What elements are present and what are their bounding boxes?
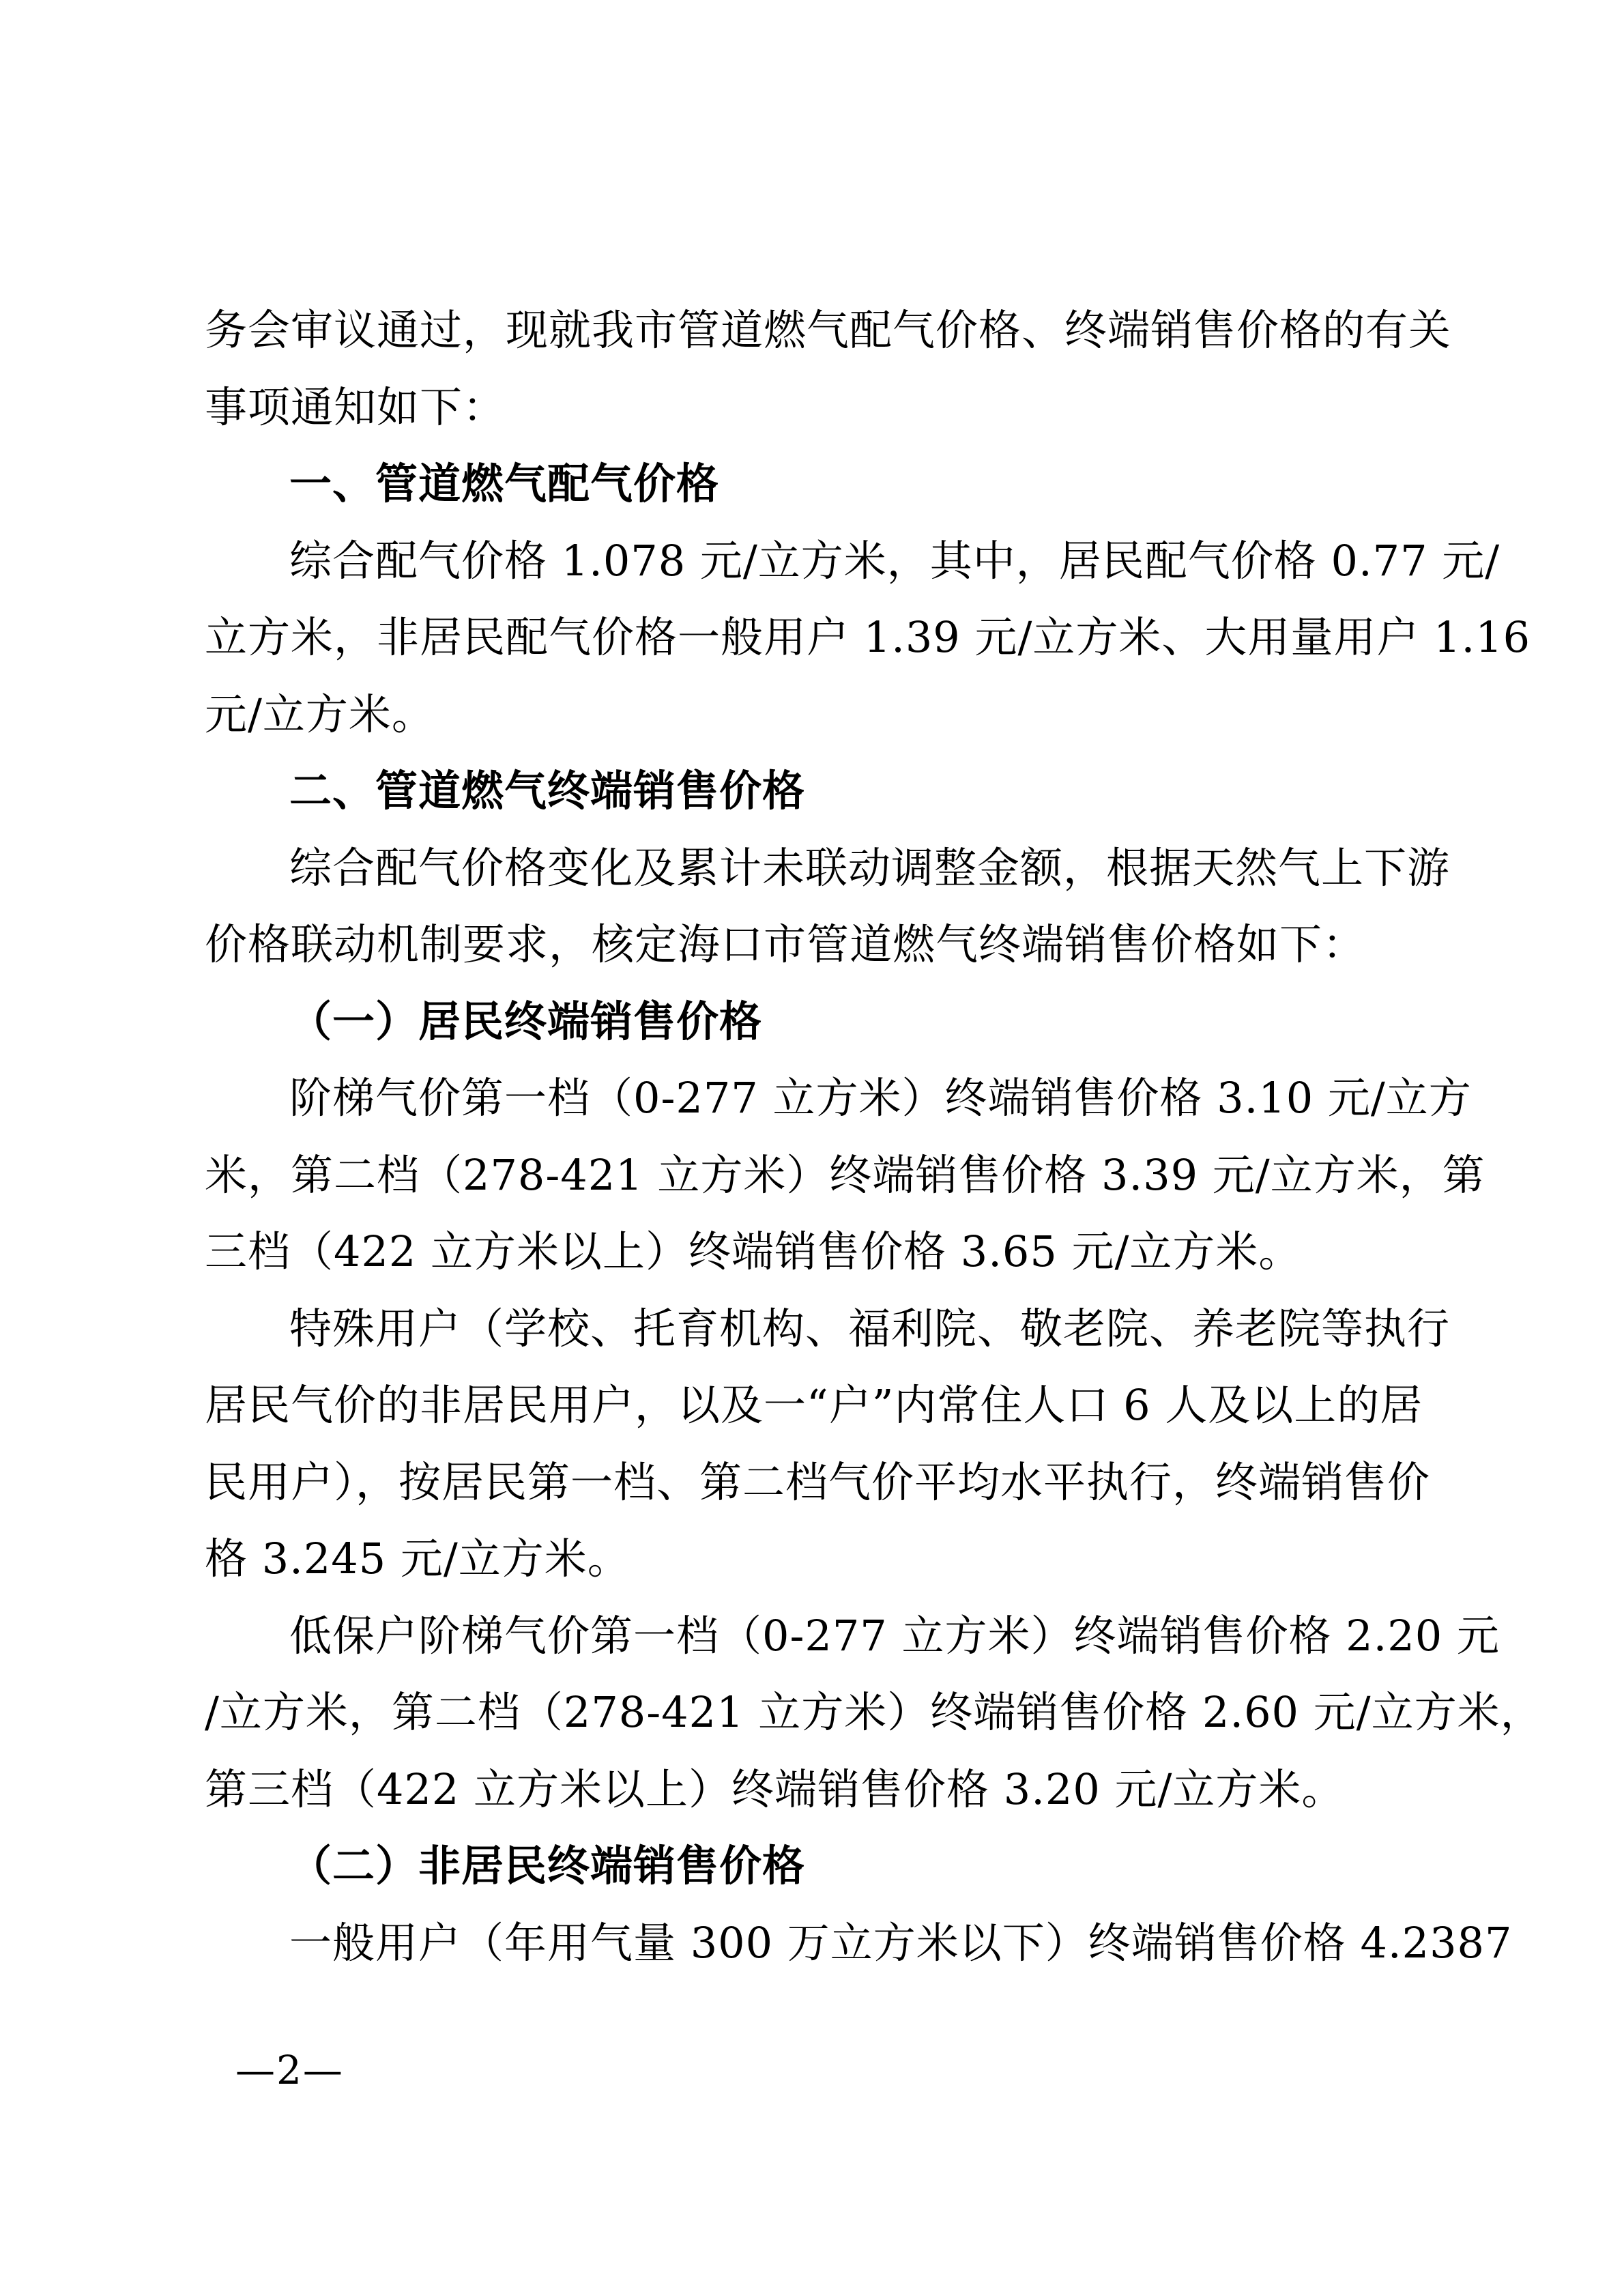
subheading-nonresident-price: （二）非居民终端销售价格 — [289, 1841, 806, 1891]
body-line: 综合配气价格 1.078 元/立方米，其中，居民配气价格 0.77 元/ — [289, 535, 1500, 586]
body-line: 第三档（422 立方米以上）终端销售价格 3.20 元/立方米。 — [205, 1764, 1345, 1814]
body-line: 居民气价的非居民用户，以及一“户”内常住人口 6 人及以上的居 — [205, 1380, 1423, 1430]
body-line: 元/立方米。 — [205, 689, 435, 739]
body-line: 价格联动机制要求，核定海口市管道燃气终端销售价格如下： — [205, 919, 1366, 969]
page-body-text — [205, 292, 1543, 1981]
body-line: /立方米，第二档（278-421 立方米）终端销售价格 2.60 元/立方米， — [205, 1687, 1543, 1737]
body-line: 低保户阶梯气价第一档（0-277 立方米）终端销售价格 2.20 元 — [289, 1610, 1500, 1661]
subheading-resident-price: （一）居民终端销售价格 — [289, 996, 763, 1046]
body-line: 综合配气价格变化及累计未联动调整金额，根据天然气上下游 — [289, 842, 1451, 893]
body-line: 务会审议通过，现就我市管道燃气配气价格、终端销售价格的有关 — [205, 305, 1452, 355]
heading-section-one: 一、管道燃气配气价格 — [289, 459, 720, 508]
page-number: —2— — [235, 2047, 344, 2093]
body-line: 民用户），按居民第一档、第二档气价平均水平执行，终端销售价 — [205, 1456, 1431, 1507]
body-line: 米，第二档（278-421 立方米）终端销售价格 3.39 元/立方米，第 — [205, 1149, 1485, 1200]
body-line: 三档（422 立方米以上）终端销售价格 3.65 元/立方米。 — [205, 1226, 1302, 1276]
body-line: 一般用户（年用气量 300 万立方米以下）终端销售价格 4.2387 — [289, 1917, 1513, 1968]
body-line: 立方米，非居民配气价格一般用户 1.39 元/立方米、大用量用户 1.16 — [205, 612, 1531, 662]
body-line: 阶梯气价第一档（0-277 立方米）终端销售价格 3.10 元/立方 — [289, 1073, 1472, 1123]
body-line: 事项通知如下： — [205, 382, 506, 432]
body-line: 格 3.245 元/立方米。 — [205, 1534, 630, 1583]
body-line: 特殊用户（学校、托育机构、福利院、敬老院、养老院等执行 — [289, 1303, 1451, 1353]
heading-section-two: 二、管道燃气终端销售价格 — [289, 766, 806, 816]
